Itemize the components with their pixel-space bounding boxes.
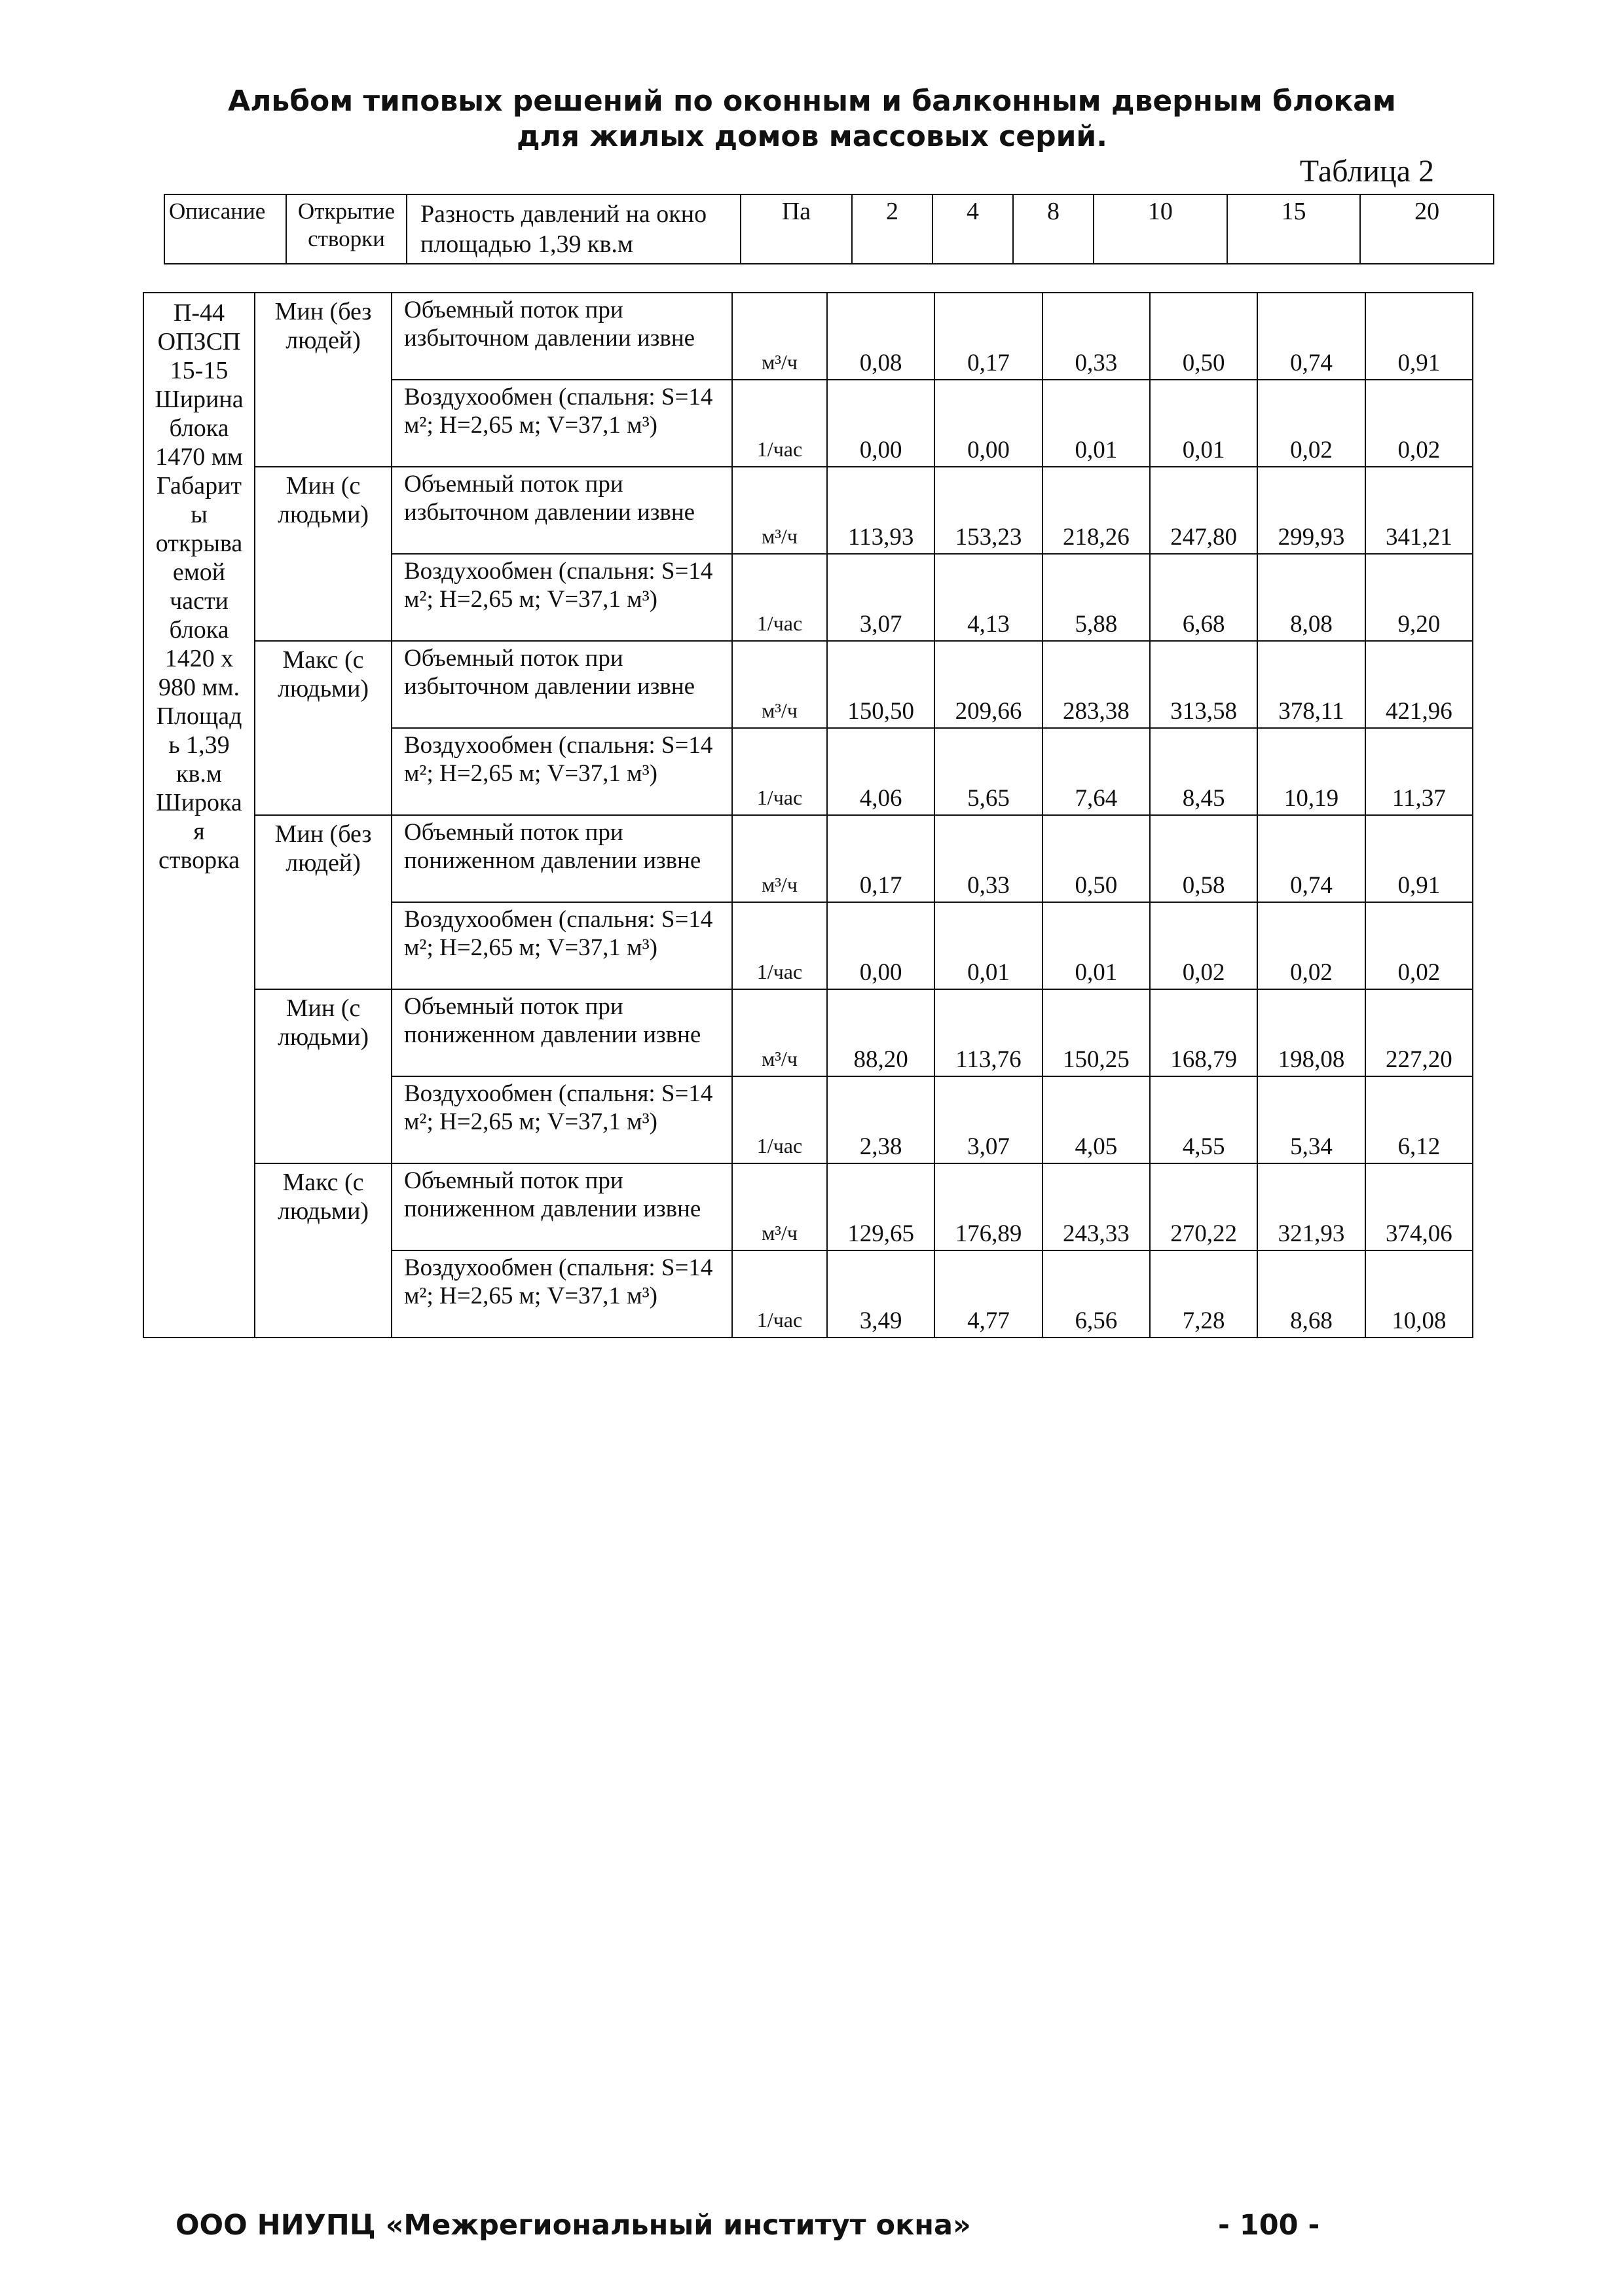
value-cell: 0,33	[934, 815, 1042, 902]
col-pressure-15: 15	[1227, 194, 1361, 264]
description-line: Площад	[156, 702, 242, 730]
value-cell: 0,02	[1365, 902, 1473, 989]
measure-label: Объемный поток при избыточном давлении извне	[404, 471, 695, 526]
value-cell: 0,91	[1365, 293, 1473, 380]
description-line: 15-15	[170, 357, 229, 384]
value-cell: 9,20	[1365, 554, 1473, 641]
value-cell: 374,06	[1365, 1163, 1473, 1250]
value-cell: 0,01	[934, 902, 1042, 989]
value-cell: 198,08	[1257, 989, 1365, 1076]
unit-cell: м³/ч	[732, 989, 827, 1076]
value-cell: 8,68	[1257, 1250, 1365, 1338]
value-cell: 0,00	[934, 380, 1042, 467]
measure-label: Воздухообмен (спальня: S=14 м²; H=2,65 м; V=37,1 м³)	[404, 906, 713, 961]
measure-cell	[392, 728, 732, 815]
value-cell: 150,25	[1043, 989, 1150, 1076]
opening-mode-cell: Мин (с людьми)	[255, 467, 392, 641]
value-cell: 0,00	[827, 380, 934, 467]
unit-cell: 1/час	[732, 1076, 827, 1163]
value-cell: 0,08	[827, 293, 934, 380]
value-cell: 0,33	[1043, 293, 1150, 380]
title-line-1: Альбом типовых решений по оконным и балконным дверным блокам	[228, 84, 1396, 118]
table-row	[143, 989, 1473, 1076]
measure-label: Объемный поток при пониженном давлении извне	[404, 819, 701, 874]
measure-cell	[392, 641, 732, 728]
col-pressure-20: 20	[1360, 194, 1494, 264]
value-cell: 299,93	[1257, 467, 1365, 554]
table-row	[143, 641, 1473, 728]
description-line: 980 мм.	[158, 674, 240, 701]
opening-mode-cell: Макс (с людьми)	[255, 1163, 392, 1338]
value-cell: 5,65	[934, 728, 1042, 815]
measure-label: Объемный поток при избыточном давлении извне	[404, 645, 695, 700]
value-cell: 0,50	[1043, 815, 1150, 902]
air-exchange-table	[143, 292, 1473, 1338]
measure-label: Объемный поток при пониженном давлении извне	[404, 993, 701, 1048]
description-line: створка	[158, 847, 240, 874]
description-line: открыва	[155, 530, 243, 557]
value-cell: 150,50	[827, 641, 934, 728]
value-cell: 209,66	[934, 641, 1042, 728]
unit-cell: 1/час	[732, 728, 827, 815]
unit-cell: м³/ч	[732, 293, 827, 380]
col-description: Описание	[164, 194, 286, 264]
value-cell: 3,49	[827, 1250, 934, 1338]
value-cell: 0,74	[1257, 293, 1365, 380]
col-opening: Открытие створки	[286, 194, 407, 264]
measure-label: Воздухообмен (спальня: S=14 м²; H=2,65 м; V=37,1 м³)	[404, 558, 713, 613]
value-cell: 5,34	[1257, 1076, 1365, 1163]
value-cell: 0,74	[1257, 815, 1365, 902]
col-pressure-10: 10	[1094, 194, 1227, 264]
air-exchange-table-body	[143, 293, 1473, 1338]
value-cell: 247,80	[1150, 467, 1257, 554]
value-cell: 129,65	[827, 1163, 934, 1250]
description-line: ь 1,39	[168, 731, 230, 759]
value-cell: 0,02	[1257, 380, 1365, 467]
value-cell: 8,45	[1150, 728, 1257, 815]
page-number: - 100 -	[1218, 2209, 1320, 2242]
value-cell: 10,19	[1257, 728, 1365, 815]
measure-label: Объемный поток при пониженном давлении извне	[404, 1167, 701, 1222]
unit-cell: 1/час	[732, 902, 827, 989]
measure-cell	[392, 380, 732, 467]
measure-cell	[392, 1250, 732, 1338]
description-line: П-44	[173, 299, 225, 327]
value-cell: 168,79	[1150, 989, 1257, 1076]
value-cell: 4,05	[1043, 1076, 1150, 1163]
value-cell: 0,17	[827, 815, 934, 902]
value-cell: 421,96	[1365, 641, 1473, 728]
unit-cell: м³/ч	[732, 1163, 827, 1250]
value-cell: 4,06	[827, 728, 934, 815]
value-cell: 6,68	[1150, 554, 1257, 641]
value-cell: 321,93	[1257, 1163, 1365, 1250]
value-cell: 341,21	[1365, 467, 1473, 554]
value-cell: 4,13	[934, 554, 1042, 641]
description-line: я	[193, 818, 205, 845]
unit-cell: 1/час	[732, 554, 827, 641]
value-cell: 2,38	[827, 1076, 934, 1163]
opening-mode-cell: Мин (с людьми)	[255, 989, 392, 1163]
value-cell: 11,37	[1365, 728, 1473, 815]
measure-cell	[392, 293, 732, 380]
value-cell: 7,64	[1043, 728, 1150, 815]
opening-mode-cell: Макс (с людьми)	[255, 641, 392, 815]
title-line-2: для жилых домов массовых серий.	[517, 120, 1107, 153]
table-row	[143, 293, 1473, 380]
window-description-cell	[143, 293, 255, 1338]
description-line: 1420 х	[164, 645, 234, 672]
column-header-row	[164, 194, 1494, 264]
measure-label: Объемный поток при избыточном давлении извне	[404, 297, 695, 352]
value-cell: 10,08	[1365, 1250, 1473, 1338]
description-line: ы	[191, 501, 208, 528]
table-row	[143, 1163, 1473, 1250]
description-line: 1470 мм	[155, 443, 243, 471]
description-line: Ширина	[155, 386, 244, 413]
value-cell: 283,38	[1043, 641, 1150, 728]
value-cell: 0,01	[1043, 902, 1150, 989]
column-header-table	[164, 194, 1494, 264]
value-cell: 0,58	[1150, 815, 1257, 902]
value-cell: 0,01	[1150, 380, 1257, 467]
measure-label: Воздухообмен (спальня: S=14 м²; H=2,65 м; V=37,1 м³)	[404, 384, 713, 439]
description-line: кв.м	[176, 760, 222, 788]
document-title	[0, 84, 1624, 155]
value-cell: 3,07	[827, 554, 934, 641]
description-line: блока	[169, 414, 229, 442]
table-row	[143, 467, 1473, 554]
measure-label: Воздухообмен (спальня: S=14 м²; H=2,65 м; V=37,1 м³)	[404, 732, 713, 787]
value-cell: 4,77	[934, 1250, 1042, 1338]
col-pressure-2: 2	[852, 194, 932, 264]
opening-mode-cell: Мин (без людей)	[255, 293, 392, 467]
description-line: ОПЗСП	[157, 328, 241, 355]
description-line: емой	[172, 558, 226, 586]
value-cell: 6,56	[1043, 1250, 1150, 1338]
value-cell: 153,23	[934, 467, 1042, 554]
value-cell: 218,26	[1043, 467, 1150, 554]
value-cell: 176,89	[934, 1163, 1042, 1250]
value-cell: 0,02	[1365, 380, 1473, 467]
value-cell: 5,88	[1043, 554, 1150, 641]
value-cell: 7,28	[1150, 1250, 1257, 1338]
value-cell: 6,12	[1365, 1076, 1473, 1163]
value-cell: 113,76	[934, 989, 1042, 1076]
measure-cell	[392, 989, 732, 1076]
unit-cell: 1/час	[732, 1250, 827, 1338]
value-cell: 8,08	[1257, 554, 1365, 641]
opening-mode-cell: Мин (без людей)	[255, 815, 392, 989]
value-cell: 0,02	[1257, 902, 1365, 989]
measure-cell	[392, 1076, 732, 1163]
col-pressure-8: 8	[1013, 194, 1094, 264]
value-cell: 0,00	[827, 902, 934, 989]
value-cell: 4,55	[1150, 1076, 1257, 1163]
table-label: Таблица 2	[1299, 154, 1434, 189]
col-pressure-4: 4	[932, 194, 1013, 264]
value-cell: 0,91	[1365, 815, 1473, 902]
measure-cell	[392, 1163, 732, 1250]
value-cell: 227,20	[1365, 989, 1473, 1076]
unit-cell: 1/час	[732, 380, 827, 467]
value-cell: 0,01	[1043, 380, 1150, 467]
measure-cell	[392, 815, 732, 902]
value-cell: 313,58	[1150, 641, 1257, 728]
value-cell: 270,22	[1150, 1163, 1257, 1250]
footer-organization: ООО НИУПЦ «Межрегиональный институт окна»	[175, 2209, 971, 2242]
description-line: Габарит	[156, 472, 242, 500]
description-line: Широка	[156, 789, 242, 816]
description-line: блока	[169, 616, 229, 644]
col-pressure-diff: Разность давлений на окно площадью 1,39 кв.м	[407, 194, 741, 264]
unit-cell: м³/ч	[732, 641, 827, 728]
value-cell: 3,07	[934, 1076, 1042, 1163]
value-cell: 113,93	[827, 467, 934, 554]
col-unit: Па	[741, 194, 852, 264]
measure-label: Воздухообмен (спальня: S=14 м²; H=2,65 м; V=37,1 м³)	[404, 1080, 713, 1135]
value-cell: 378,11	[1257, 641, 1365, 728]
measure-label: Воздухообмен (спальня: S=14 м²; H=2,65 м; V=37,1 м³)	[404, 1254, 713, 1309]
value-cell: 0,50	[1150, 293, 1257, 380]
measure-cell	[392, 554, 732, 641]
unit-cell: м³/ч	[732, 467, 827, 554]
value-cell: 0,02	[1150, 902, 1257, 989]
value-cell: 88,20	[827, 989, 934, 1076]
value-cell: 0,17	[934, 293, 1042, 380]
value-cell: 243,33	[1043, 1163, 1150, 1250]
table-row	[143, 815, 1473, 902]
description-line: части	[170, 587, 229, 615]
measure-cell	[392, 467, 732, 554]
measure-cell	[392, 902, 732, 989]
unit-cell: м³/ч	[732, 815, 827, 902]
